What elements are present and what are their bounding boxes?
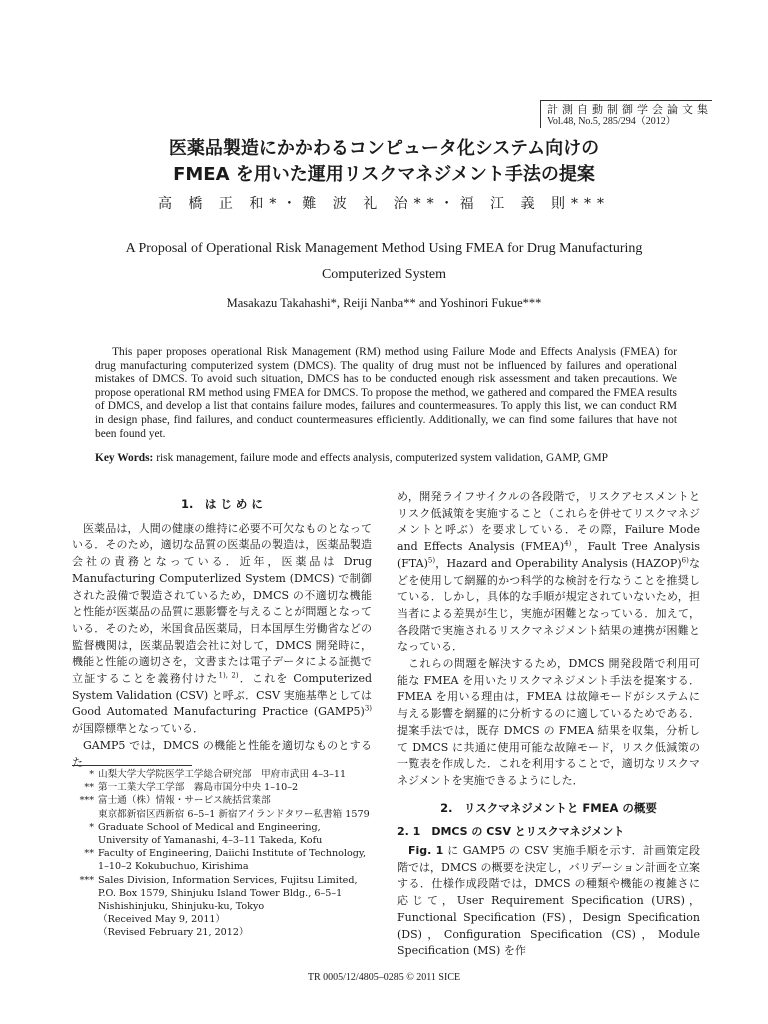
title-jp-line1: 医薬品製造にかかわるコンピュータ化システム向けの (168, 138, 600, 159)
title-en: A Proposal of Operational Risk Management Method Using FMEA for Drug Manufacturing Computerized System (125, 241, 643, 282)
abstract: This paper proposes operational Risk Management (RM) method using Failure Mode and Effects Analysis (FMEA) for drug manufacturing computerized system (DMCS). The quality of drug must not be influenced by failures and operational mistakes of DMCS. To avoid such situation, DMCS has to be conducted enough risk assessment and taken precautions. We propose operational RM method using FMEA for DMCS. To propose the method, we gathered and compared the FMEA results of DMCS, and develop a list that contains failure modes, failures and countermeasures. To apply this list, we can conduct RM in design phase, find failures, and conduct countermeasures efficiently. Additionally, we can find some failures that have not been found yet. (95, 346, 677, 440)
section-1-paragraph-1: 医薬品は，人間の健康の維持に必要不可欠なものとなっている．そのため，適切な品質の医薬品の製造は，医薬品製造会社の責務となっている．近年，医薬品は Drug Manufacturing Computerlized System (DMCS) で制御された設備で製造されているため，DMCS の不適切な機能と性能が医薬品の品質に悪影響を与えることが問題となっている．そのため，米国食品医薬局，日本国厚生労働省などの監督機関は，医薬品製造会社に対して，DMCS 開発時に，機能と性能の適切さを，文書または電子データによる証拠で立証することを義務付けた$^{1), 2)}$．これを Computerized System Validation (CSV) と呼ぶ．CSV 実施基準としては Good Automated Manufacturing Practice (GAMP5)$^{3)}$が国際標準となっている． (72, 521, 372, 736)
footnote-divider (72, 765, 192, 766)
footnote: * Graduate School of Medical and Engineering, University of Yamanashi, 4–3–11 Takeda, Kofu (89, 821, 323, 847)
section-2-heading: 2. リスクマネジメントと FMEA の概要 (440, 800, 657, 815)
citation[interactable]: 5) (427, 556, 436, 565)
footnote: ** Faculty of Engineering, Daiichi Institute of Technology, 1–10–2 Kokubuchuo, Kirishima (84, 848, 367, 873)
keywords-label: Key Words: (95, 452, 154, 464)
keywords-text: risk management, failure mode and effects analysis, computerized system validation, GAMP, GMP (156, 452, 609, 464)
footnote: （Received May 9, 2011） (98, 914, 226, 926)
right-column (397, 489, 700, 960)
section-2-1-heading: 2. 1 DMCS の CSV とリスクマネジメント (397, 825, 625, 839)
section-2-paragraph-1: Fig. 1 に GAMP5 の CSV 実施手順を示す．計画策定段階では，DMCS の概要を決定し，バリデーション計画を立案する．仕様作成段階では，DMCS の種類や機能の複雑さに応じて，User Requirement Specification (URS)，Functional Specification (FS)，Design Specification (DS)，Configuration Specification (CS)，Module Specification (MS) を作 (397, 844, 700, 958)
footnote: （Revised February 21, 2012） (98, 927, 249, 939)
citation[interactable]: 1), 2) (218, 671, 239, 680)
journal-name: 計測自動制御学会論文集 (547, 103, 712, 116)
footnote: * 山梨大学大学院医学工学総合研究部 甲府市武田 4–3–11 (89, 769, 347, 780)
footnotes (72, 768, 374, 940)
footnote: *** 富士通（株）情報・サービス統括営業部 (79, 795, 271, 807)
journal-header (540, 100, 712, 128)
citation[interactable]: 6) (681, 556, 689, 565)
footnote: ** 第一工業大学工学部 霧島市国分中央 1–10–2 (84, 782, 299, 794)
citation[interactable]: 4) (564, 539, 572, 548)
left-column (72, 496, 372, 771)
title-jp-line2: FMEA を用いた運用リスクマネジメント手法の提案 (173, 164, 595, 185)
section-1-heading: 1. は じ め に (181, 497, 263, 511)
section-1-paragraph-2: GAMP5 では，DMCS の機能と性能を適切なものとするた (72, 738, 372, 769)
section-1-paragraph-3: これらの問題を解決するため，DMCS 開発段階で利用可能な FMEA を用いたリスクマネジメント手法を提案する．FMEA を用いる理由は，FMEA は故障モードがシステムに与える影響を網羅的に分析するのに適しているためである．提案手法では，既存 DMCS の FMEA 結果を収集，分析して DMCS に共通に使用可能な故障モード，リスク低減策の一覧表を作成した．これを利用することで，適切なリスクマネジメントを実施できるようにした． (397, 657, 700, 787)
authors-jp: 高 橋 正 和*・難 波 礼 治**・福 江 義 則*** (157, 196, 611, 212)
footnote: *** Sales Division, Information Services, Fujitsu Limited, P.O. Box 1579, Shinjuku Island Tower Bldg., 6–5–1 Nishishinjuku, Shinjuku-ku, Tokyo (79, 874, 358, 913)
figure-reference[interactable]: Fig. 1 (408, 844, 444, 858)
footnote: 東京都新宿区西新宿 6–5–1 新宿アイランドタワー私書箱 1579 (98, 808, 370, 820)
page-footer: TR 0005/12/4805–0285 © 2011 SICE (307, 972, 461, 983)
section-1-paragraph-2-cont: め，開発ライフサイクルの各段階で，リスクアセスメントとリスク低減策を実施すること（これらを併せてリスクマネジメントと呼ぶ）を要求している．その際，Failure Mode and Effects Analysis (FMEA)$^{4)}$，Fault Tree Analysis (FTA)$^{5)}$，Hazard and Operability Analysis (HAZOP)$^{6)}$などを使用して網羅的かつ科学的な検討を行なうことを推奨している．しかし，具体的な手順が規定されていないため，担当者による差異が生じ，実施が困難となっている．加えて，各段階で実施されるリスクマネジメント結果の連携が困難となっている． (397, 490, 700, 654)
journal-volume: Vol.48, No.5, 285/294（2012） (547, 116, 676, 127)
authors-en: Masakazu Takahashi*, Reiji Nanba** and Yoshinori Fukue*** (226, 296, 542, 310)
keywords (95, 452, 685, 464)
citation[interactable]: 3) (364, 704, 372, 713)
